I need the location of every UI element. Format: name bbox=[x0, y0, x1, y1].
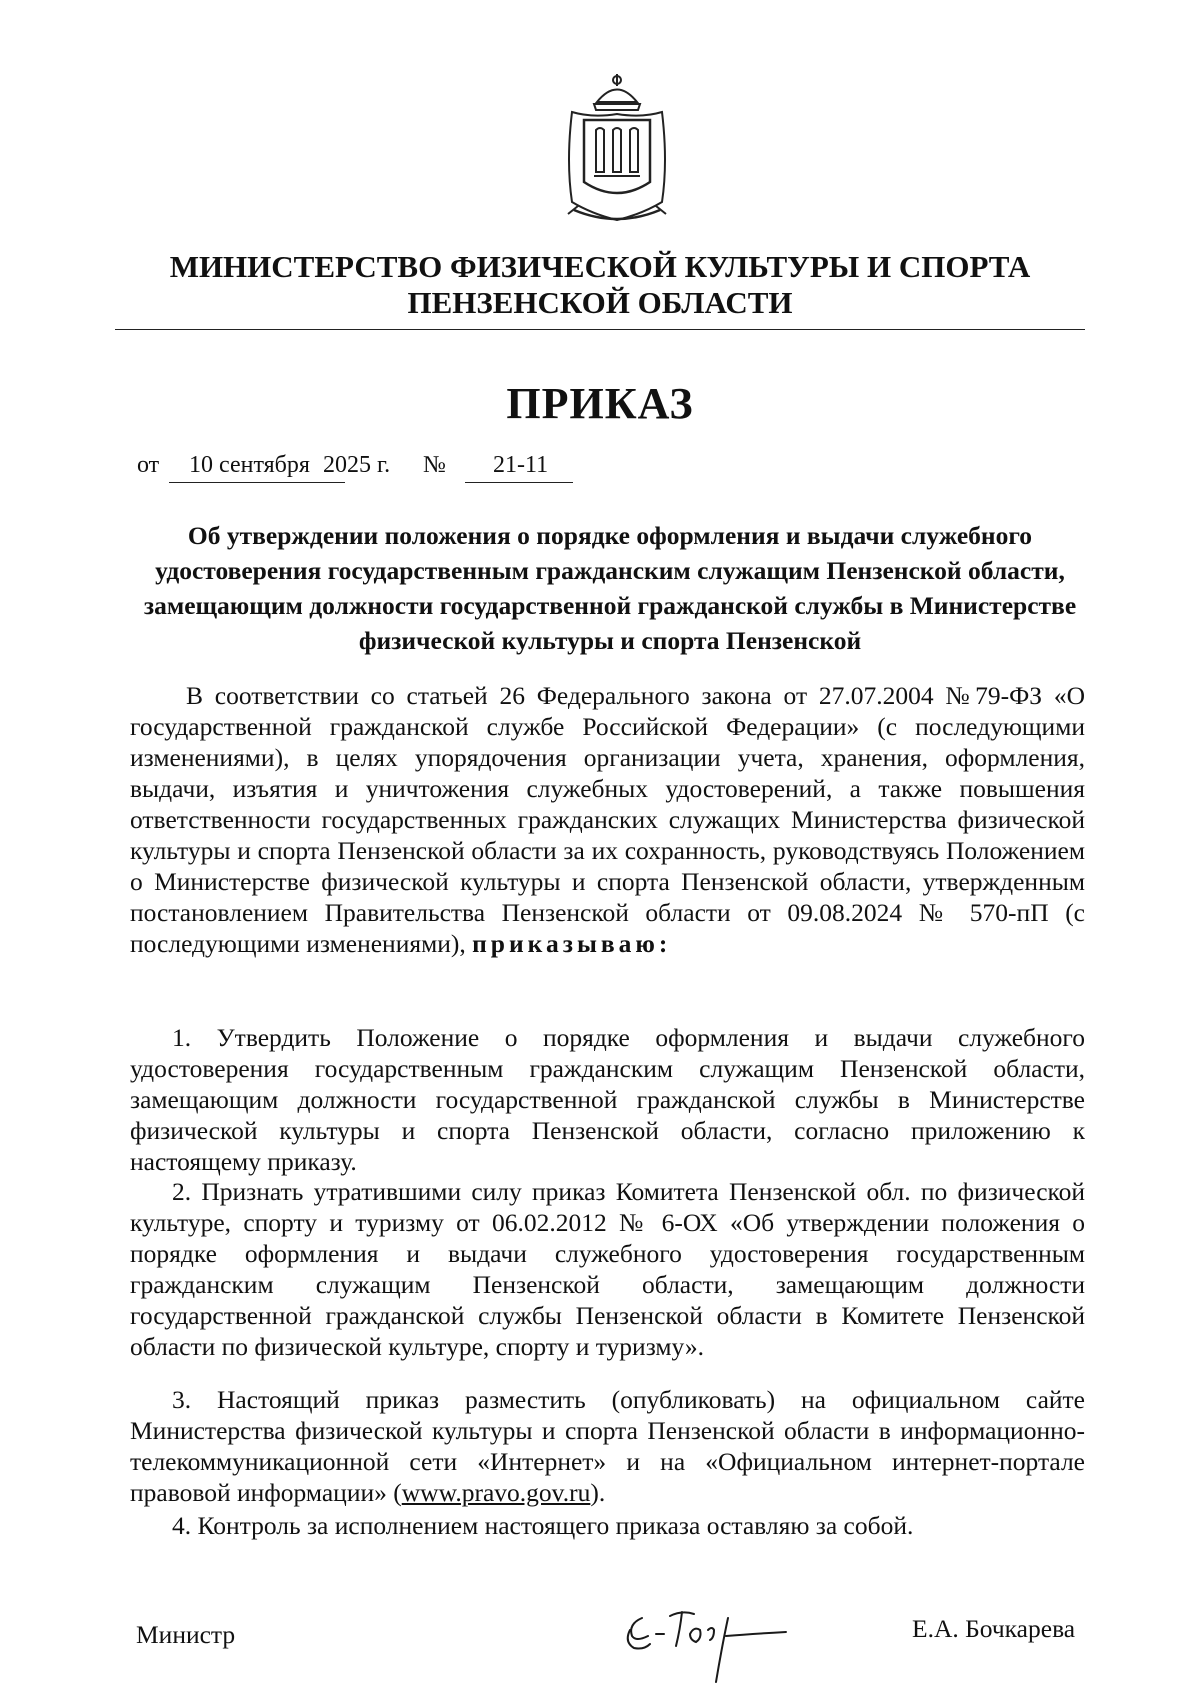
item-2 bbox=[130, 1176, 1085, 1362]
item-3 bbox=[130, 1384, 1085, 1508]
item-4 bbox=[130, 1510, 1085, 1541]
item-1 bbox=[130, 1022, 1085, 1177]
number-label: № bbox=[423, 452, 446, 478]
preamble-paragraph bbox=[130, 680, 1085, 959]
item-2-text: 2. Признать утратившими силу приказ Комитета Пензенской обл. по физической культуре, спорту и туризму от 06.02.2012 № 6-ОХ «Об утверждении положения о порядке оформления и выдачи служебного удостоверения государственным гражданским служащим Пензенской области, замещающим должности государственной гражданской службы Пензенской области в Комитете Пензенской области по физической культуре, спорту и туризму». bbox=[130, 1177, 1085, 1361]
item-3-text: 3. Настоящий приказ разместить (опубликовать) на официальном сайте Министерства физической культуры и спорта Пензенской области в информационно-телекоммуникационной сети «Интернет» и на «Официальном интернет-портале правовой информации» ( bbox=[130, 1385, 1085, 1507]
item-1-text: 1. Утвердить Положение о порядке оформления и выдачи служебного удостоверения государственным гражданским служащим Пензенской области, замещающим должности государственной гражданской службы в Министерстве физической культуры и спорта Пензенской области, согласно приложению к настоящему приказу. bbox=[130, 1023, 1085, 1176]
signatory-name: Е.А. Бочкарева bbox=[912, 1614, 1076, 1643]
order-number: 21-11 bbox=[493, 452, 549, 478]
pravo-link[interactable]: www.pravo.gov.ru bbox=[401, 1478, 591, 1507]
order-word: приказываю: bbox=[472, 929, 672, 958]
date-underline bbox=[169, 482, 345, 483]
order-year: 2025 г. bbox=[323, 452, 391, 478]
item-4-text: 4. Контроль за исполнением настоящего приказа оставляю за собой. bbox=[172, 1511, 914, 1540]
ministry-name-line2: ПЕНЗЕНСКОЙ ОБЛАСТИ bbox=[407, 285, 793, 320]
preamble-text: В соответствии со статьей 26 Федерального закона от 27.07.2004 №79-ФЗ «О государственной гражданской службе Российской Федерации» (с последующими изменениями), в целях упорядочения организации учета, хранения, оформления, выдачи, изъятия и уничтожения служебных удостоверений, а также повышения ответственности государственных гражданских служащих Министерства физической культуры и спорта Пензенской области за их сохранность, руководствуясь Положением о Министерстве физической культуры и спорта Пензенской области, утвержденным постановлением Правительства Пензенской области от 09.08.2024 № 570-пП (с последующими изменениями), bbox=[130, 681, 1085, 958]
document-type: ПРИКАЗ bbox=[506, 379, 694, 428]
signatory-position: Министр bbox=[136, 1620, 236, 1649]
order-title: Об утверждении положения о порядке оформления и выдачи служебного удостоверения государственным гражданским служащим Пензенской области, замещающим должности государственной гражданской службы в Министерстве физической культуры и спорта Пензенской bbox=[143, 521, 1077, 655]
header-divider bbox=[115, 329, 1085, 330]
ministry-name-line1: МИНИСТЕРСТВО ФИЗИЧЕСКОЙ КУЛЬТУРЫ И СПОРТА bbox=[169, 249, 1031, 284]
number-underline bbox=[465, 482, 573, 483]
handwritten-signature bbox=[610, 1590, 800, 1690]
date-prefix: от bbox=[137, 452, 160, 478]
order-date: 10 сентября bbox=[189, 452, 310, 478]
item-3-end: ). bbox=[590, 1478, 606, 1507]
coat-of-arms-icon bbox=[562, 72, 672, 230]
